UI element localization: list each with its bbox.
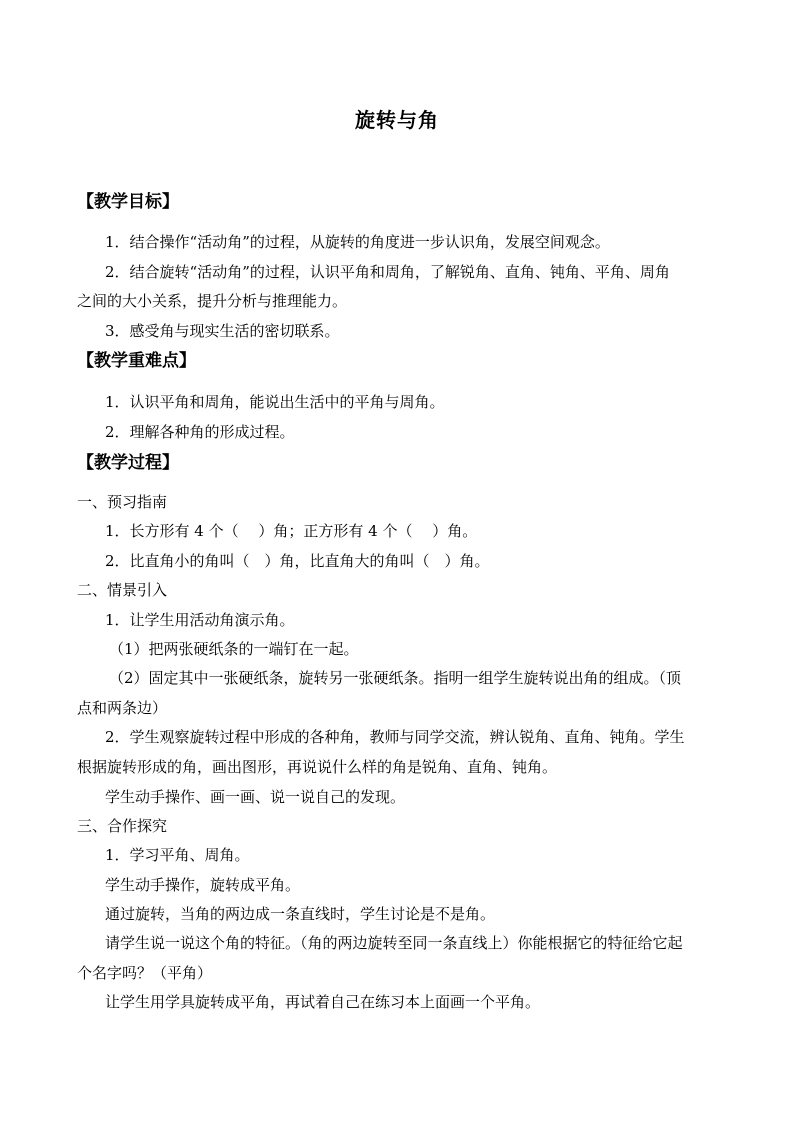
part2-line: （1）把两张硬纸条的一端钉在一起。 [109,640,359,658]
part3-line: 让学生用学具旋转成平角，再试着自己在练习本上面画一个平角。 [105,993,541,1011]
page-title: 旋转与角 [355,108,439,132]
part2-line-continued: 点和两条边） [77,699,168,717]
part3-title: 三、合作探究 [77,817,168,835]
part2-line: 学生动手操作、画一画、说一说自己的发现。 [105,788,406,806]
part3-line-continued: 个名字吗？（平角） [77,964,213,982]
key-points-heading: 【教学重难点】 [77,351,196,371]
objective-item: 3．感受角与现实生活的密切联系。 [105,322,340,340]
part2-line-continued: 根据旋转形成的角，画出图形，再说说什么样的角是锐角、直角、钝角。 [77,758,558,776]
part2-line: （2）固定其中一张硬纸条，旋转另一张硬纸条。指明一组学生旋转说出角的组成。（顶 [109,669,682,687]
objective-item: 1．结合操作“活动角”的过程，从旋转的角度进一步认识角，发展空间观念。 [105,233,610,251]
part1-line: 2．比直角小的角叫（ ）角，比直角大的角叫（ ）角。 [105,552,490,570]
key-point-item: 1．认识平角和周角，能说出生活中的平角与周角。 [105,393,445,411]
objectives-heading: 【教学目标】 [77,192,179,212]
part3-line: 学生动手操作，旋转成平角。 [105,876,301,894]
process-heading: 【教学过程】 [77,453,179,473]
objective-item-continued: 之间的大小关系，提升分析与推理能力。 [77,292,348,310]
part1-line: 1．长方形有 4 个（ ）角；正方形有 4 个（ ）角。 [105,522,478,540]
part3-line: 通过旋转，当角的两边成一条直线时，学生讨论是不是角。 [105,905,496,923]
part1-title: 一、预习指南 [77,493,168,511]
key-point-item: 2．理解各种角的形成过程。 [105,423,295,441]
part3-line: 请学生说一说这个角的特征。（角的两边旋转至同一条直线上）你能根据它的特征给它起 [105,934,683,952]
part2-title: 二、情景引入 [77,581,168,599]
part2-line: 1．让学生用活动角演示角。 [105,611,295,629]
objective-item: 2．结合旋转“活动角”的过程，认识平角和周角，了解锐角、直角、钝角、平角、周角 [105,263,670,281]
part3-line: 1．学习平角、周角。 [105,846,250,864]
part2-line: 2．学生观察旋转过程中形成的各种角，教师与同学交流，辨认锐角、直角、钝角。学生 [105,728,685,746]
